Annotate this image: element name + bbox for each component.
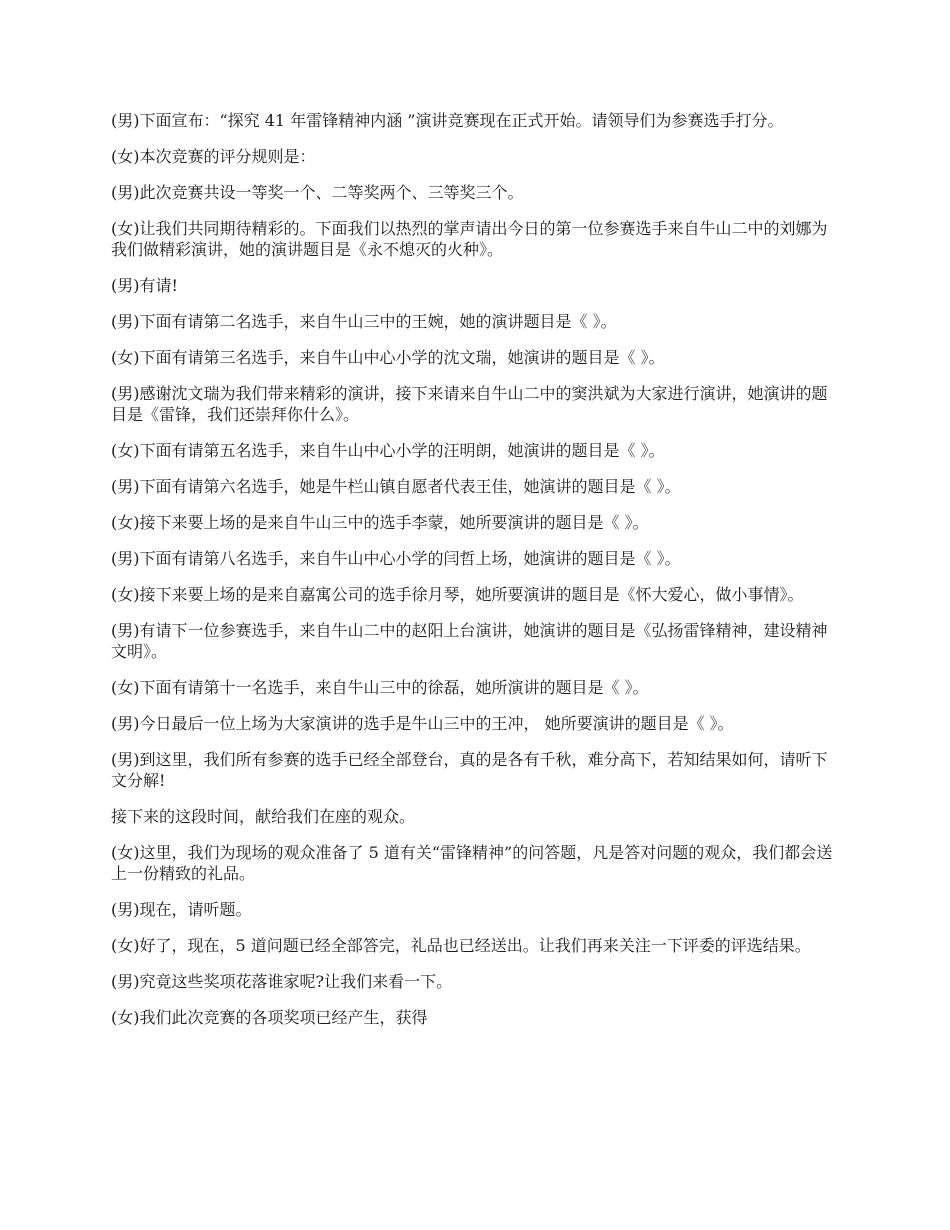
document-body	[111, 110, 836, 1043]
paragraph-1: (男)下面宣布：“探究 41 年雷锋精神内涵 ”演讲竞赛现在正式开始。请领导们为参赛选手打分。	[111, 111, 784, 130]
paragraph-8: (男)感谢沈文瑞为我们带来精彩的演讲，接下来请来自牛山二中的窦洪斌为大家进行演讲，她演讲的题目是《雷锋，我们还崇拜你什么》。	[111, 384, 828, 424]
paragraph-16: (男)今日最后一位上场为大家演讲的选手是牛山三中的王冲， 她所要演讲的题目是《 》。	[111, 714, 734, 733]
paragraph-17: (男)到这里，我们所有参赛的选手已经全部登台，真的是各有千秋，难分高下，若知结果如何，请听下文分解!	[111, 750, 828, 790]
paragraph-3: (男)此次竞赛共设一等奖一个、二等奖两个、三等奖三个。	[111, 183, 524, 202]
paragraph-5: (男)有请!	[111, 276, 178, 295]
paragraph-12: (男)下面有请第八名选手，来自牛山中心小学的闫哲上场，她演讲的题目是《 》。	[111, 549, 681, 568]
paragraph-23: (女)我们此次竞赛的各项奖项已经产生，获得	[111, 1008, 428, 1027]
paragraph-22: (男)究竟这些奖项花落谁家呢?让我们来看一下。	[111, 972, 453, 991]
paragraph-21: (女)好了，现在，5 道问题已经全部答完，礼品也已经送出。让我们再来关注一下评委的评选结果。	[111, 936, 811, 955]
paragraph-13: (女)接下来要上场的是来自嘉寓公司的选手徐月琴，她所要演讲的题目是《怀大爱心，做小事情》。	[111, 585, 804, 604]
paragraph-10: (男)下面有请第六名选手，她是牛栏山镇自愿者代表王佳，她演讲的题目是《 》。	[111, 477, 681, 496]
paragraph-4: (女)让我们共同期待精彩的。下面我们以热烈的掌声请出今日的第一位参赛选手来自牛山二中的刘娜为我们做精彩演讲，她的演讲题目是《永不熄灭的火种》。	[111, 219, 828, 259]
paragraph-14: (男)有请下一位参赛选手，来自牛山二中的赵阳上台演讲，她演讲的题目是《弘扬雷锋精神，建设精神文明》。	[111, 621, 828, 661]
paragraph-19: (女)这里，我们为现场的观众准备了 5 道有关“雷锋精神”的问答题，凡是答对问题的观众，我们都会送上一份精致的礼品。	[111, 843, 833, 883]
paragraph-11: (女)接下来要上场的是来自牛山三中的选手李蒙，她所要演讲的题目是《 》。	[111, 513, 649, 532]
paragraph-7: (女)下面有请第三名选手，来自牛山中心小学的沈文瑞，她演讲的题目是《 》。	[111, 348, 665, 367]
paragraph-15: (女)下面有请第十一名选手，来自牛山三中的徐磊，她所演讲的题目是《 》。	[111, 678, 649, 697]
paragraph-9: (女)下面有请第五名选手，来自牛山中心小学的汪明朗，她演讲的题目是《 》。	[111, 441, 665, 460]
paragraph-2: (女)本次竞赛的评分规则是：	[111, 147, 316, 166]
paragraph-20: (男)现在，请听题。	[111, 900, 252, 919]
paragraph-18: 接下来的这段时间，献给我们在座的观众。	[111, 807, 416, 826]
paragraph-6: (男)下面有请第二名选手，来自牛山三中的王婉，她的演讲题目是《 》。	[111, 312, 617, 331]
